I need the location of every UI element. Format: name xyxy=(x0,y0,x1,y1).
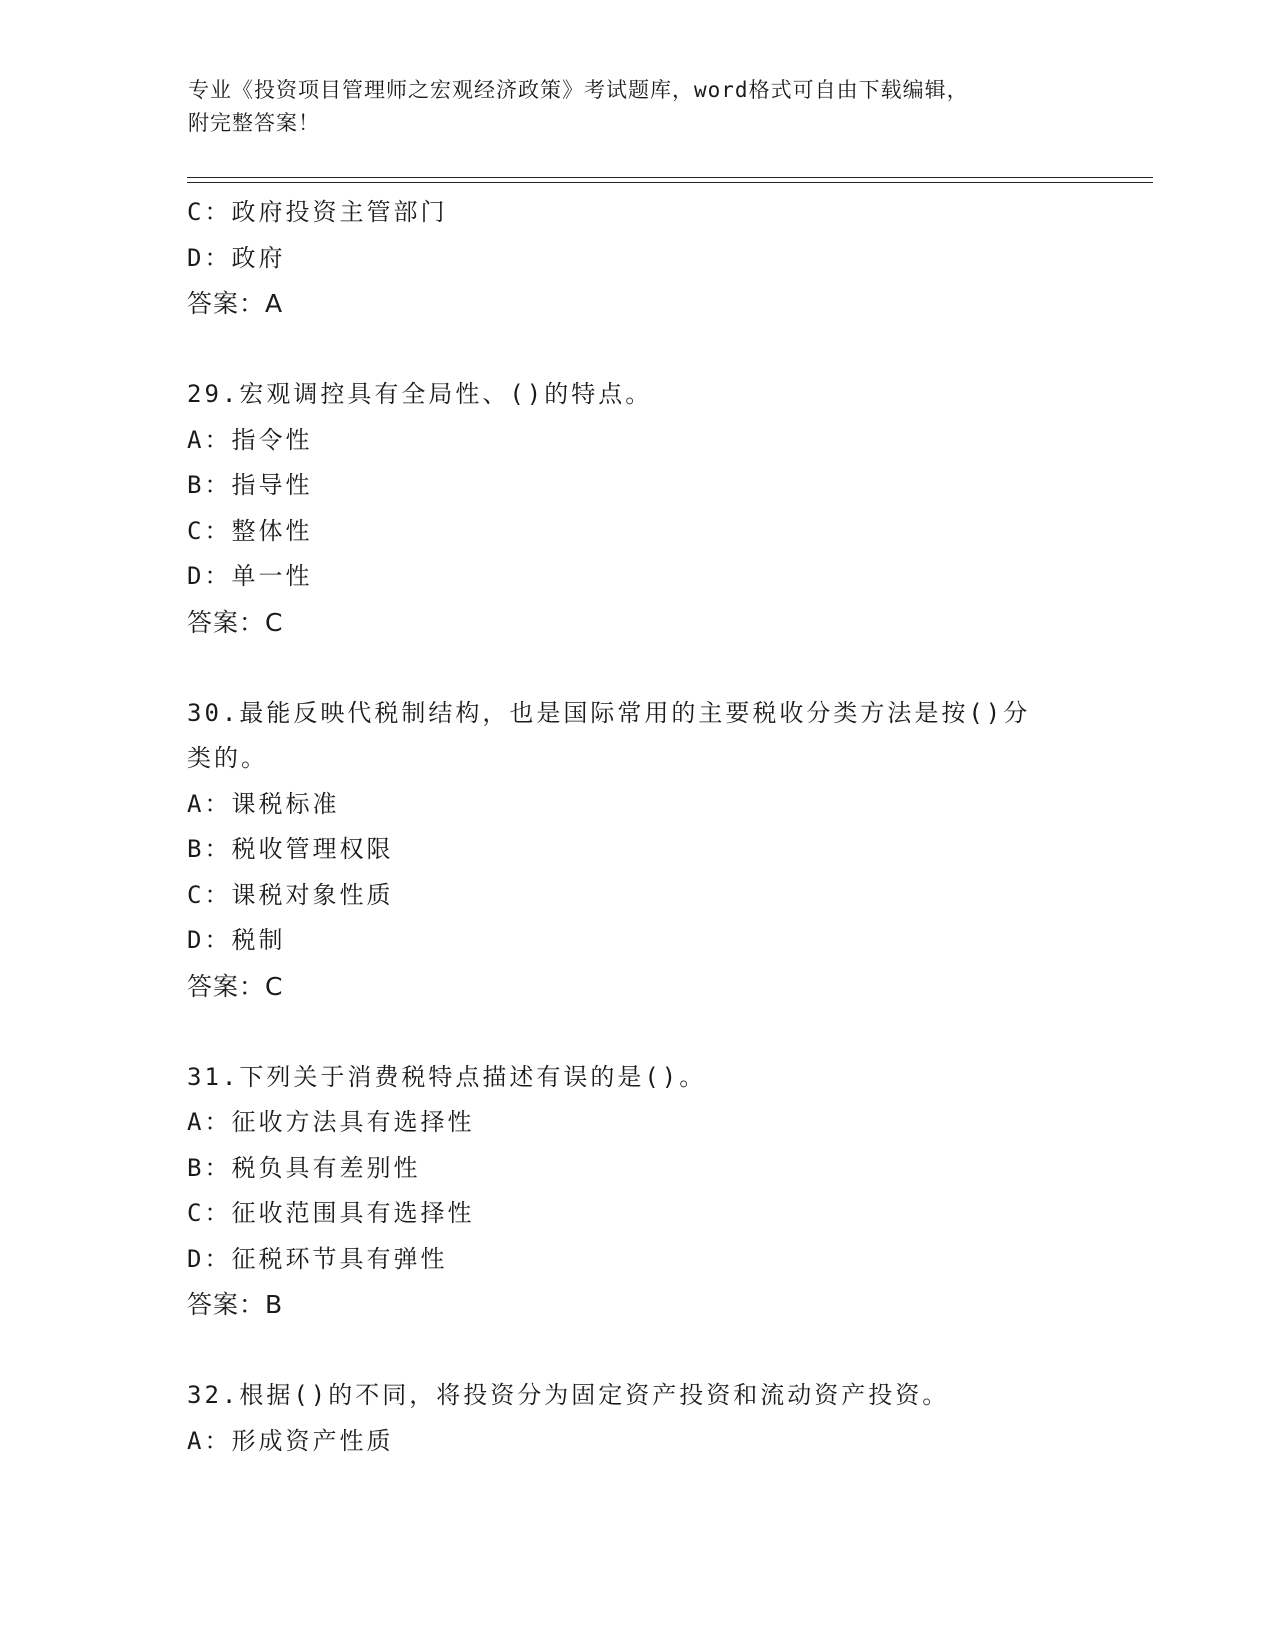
header-line-2: 附完整答案！ xyxy=(188,111,320,135)
option-c: C：政府投资主管部门 xyxy=(187,198,448,226)
answer-line: 答案：B xyxy=(187,1290,284,1319)
header-line-1: 专业《投资项目管理师之宏观经济政策》考试题库，word格式可自由下载编辑， xyxy=(188,78,969,102)
option-c: C：课税对象性质 xyxy=(187,880,394,909)
document-header xyxy=(188,74,1088,140)
question-stem-line-1: 30.最能反映代税制结构，也是国际常用的主要税收分类方法是按()分 xyxy=(187,698,1031,727)
spacer xyxy=(187,327,1107,373)
option-b: B：税负具有差别性 xyxy=(187,1153,421,1182)
option-a: A：课税标准 xyxy=(187,789,340,818)
spacer xyxy=(187,1009,1107,1055)
question-29 xyxy=(187,372,1107,645)
question-30 xyxy=(187,691,1107,1010)
spacer xyxy=(187,1328,1107,1374)
question-list xyxy=(187,190,1107,1464)
answer-line: 答案：C xyxy=(187,607,284,637)
option-b: B：指导性 xyxy=(187,471,313,499)
option-a: A：指令性 xyxy=(187,425,313,454)
header-divider-top xyxy=(187,177,1153,178)
option-d: D：单一性 xyxy=(187,562,313,590)
question-stem-line-2: 类的。 xyxy=(187,744,268,772)
question-stem: 29.宏观调控具有全局性、()的特点。 xyxy=(187,380,653,408)
spacer xyxy=(187,645,1107,691)
option-d: D：政府 xyxy=(187,243,286,272)
question-stem: 32.根据()的不同，将投资分为固定资产投资和流动资产投资。 xyxy=(187,1381,950,1409)
question-stem: 31.下列关于消费税特点描述有误的是()。 xyxy=(187,1062,707,1091)
option-d: D：征税环节具有弹性 xyxy=(187,1244,448,1273)
option-d: D：税制 xyxy=(187,926,286,954)
option-a: A：征收方法具有选择性 xyxy=(187,1108,475,1136)
answer-line: 答案：A xyxy=(187,289,284,318)
question-32 xyxy=(187,1373,1107,1464)
option-a: A：形成资产性质 xyxy=(187,1426,394,1455)
question-31 xyxy=(187,1055,1107,1328)
option-c: C：征收范围具有选择性 xyxy=(187,1199,475,1227)
header-divider-bottom xyxy=(187,182,1153,183)
option-b: B：税收管理权限 xyxy=(187,835,394,863)
question-28-continued xyxy=(187,190,1107,327)
answer-line: 答案：C xyxy=(187,971,284,1001)
option-c: C：整体性 xyxy=(187,516,313,545)
